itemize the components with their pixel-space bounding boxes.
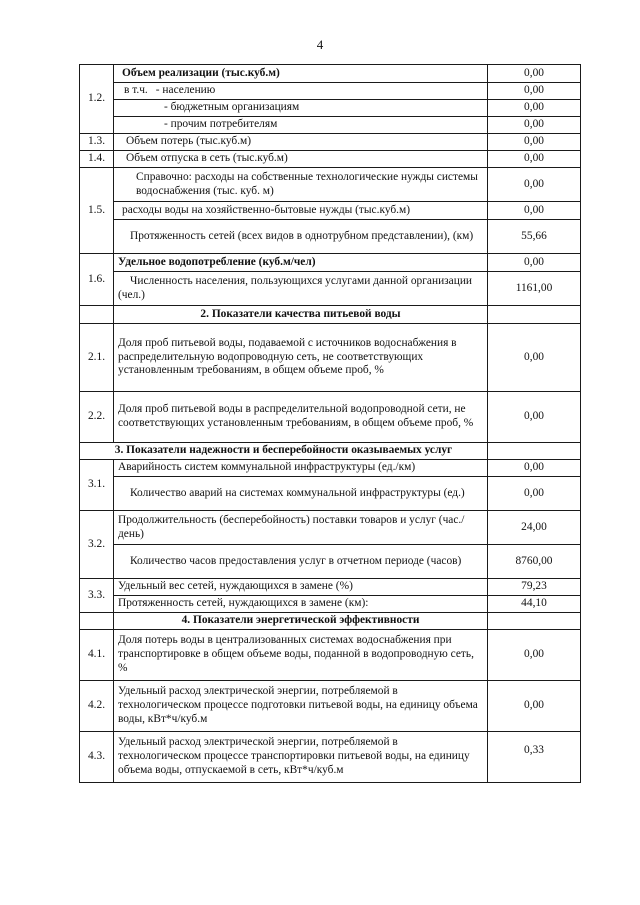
row-label: Протяженность сетей (всех видов в однотрубном представлении), (км) [114,220,488,254]
table-row [80,477,581,511]
table-row [80,100,581,117]
section-number-cell [80,613,114,630]
row-label: Объем потерь (тыс.куб.м) [114,134,488,151]
row-value: 24,00 [488,511,581,545]
row-label: Численность населения, пользующихся услугами данной организации (чел.) [114,272,488,306]
row-number: 1.5. [80,168,114,254]
table-row [80,324,581,392]
row-label-text: Справочно: расходы на собственные технологические нужды системы водоснабжения (тыс. куб. м) [136,170,478,197]
table-row [80,732,581,783]
section-number-cell [80,306,114,324]
row-label: - прочим потребителям [114,117,488,134]
row-number: 3.1. [80,460,114,511]
row-label: Удельный расход электрической энергии, потребляемой в технологическом процессе подготовки питьевой воды, на единицу объема воды, кВт*ч/куб.м [114,681,488,732]
row-number: 3.2. [80,511,114,579]
table-row [80,596,581,613]
page-number: 4 [316,37,324,52]
row-value: 0,00 [488,117,581,134]
row-value: 0,00 [488,168,581,202]
row-number: 4.2. [80,681,114,732]
table-row [80,254,581,272]
row-number: 1.2. [80,65,114,134]
row-label-text: - населению [155,84,216,97]
row-label [114,83,488,100]
table-row [80,83,581,100]
section-title: 4. Показатели энергетической эффективности [114,613,488,630]
table-row [80,168,581,202]
table-row [80,545,581,579]
table-row [80,151,581,168]
table-row [80,220,581,254]
row-number: 3.3. [80,579,114,613]
row-value: 0,00 [488,681,581,732]
row-label: Протяженность сетей, нуждающихся в замене (км): [114,596,488,613]
row-value: 1161,00 [488,272,581,306]
table-row [80,630,581,681]
table-row [80,117,581,134]
indicators-table [79,64,581,783]
table-row [80,511,581,545]
row-label: Доля потерь воды в централизованных системах водоснабжения при транспортировке в общем объеме воды, поданной в водопроводную сеть, % [114,630,488,681]
table-row [80,202,581,220]
section-title: 2. Показатели качества питьевой воды [114,306,488,324]
row-value: 0,00 [488,100,581,117]
section-header [80,306,581,324]
section-header [80,443,581,460]
section-header [80,613,581,630]
table-row [80,272,581,306]
row-number: 2.2. [80,392,114,443]
row-number: 1.3. [80,134,114,151]
row-value: 79,23 [488,579,581,596]
row-label: Доля проб питьевой воды в распределительной водопроводной сети, не соответствующих установленным требованиям, в общем объеме проб, % [114,392,488,443]
row-value: 0,00 [488,83,581,100]
table-row [80,460,581,477]
row-label: Объем отпуска в сеть (тыс.куб.м) [114,151,488,168]
row-number: 4.3. [80,732,114,783]
row-value: 0,00 [488,477,581,511]
section-value-cell [488,443,581,460]
row-label: Объем реализации (тыс.куб.м) [114,65,488,83]
row-label: Количество часов предоставления услуг в отчетном периоде (часов) [114,545,488,579]
row-label: Доля проб питьевой воды, подаваемой с источников водоснабжения в распределительную водопроводную сеть, не соответствующих установленным требованиям, в общем объеме проб, % [114,324,488,392]
row-label: расходы воды на хозяйственно-бытовые нужды (тыс.куб.м) [114,202,488,220]
row-label [114,168,488,202]
section-value-cell [488,613,581,630]
row-label: - бюджетным организациям [114,100,488,117]
table-row [80,579,581,596]
table-row [80,65,581,83]
row-number: 1.6. [80,254,114,306]
table-row [80,681,581,732]
row-value: 0,00 [488,134,581,151]
row-label: Удельный расход электрической энергии, потребляемой в технологическом процессе транспортировки питьевой воды, на единицу объема воды, отпускаемой в сеть, кВт*ч/куб.м [114,732,488,783]
section-title: 3. Показатели надежности и бесперебойности оказываемых услуг [80,443,488,460]
table-row [80,392,581,443]
row-value: 0,00 [488,254,581,272]
row-number: 1.4. [80,151,114,168]
row-label: Количество аварий на системах коммунальной инфраструктуры (ед.) [114,477,488,511]
row-label: Удельный вес сетей, нуждающихся в замене (%) [114,579,488,596]
table-row [80,134,581,151]
row-value: 0,00 [488,151,581,168]
row-value: 44,10 [488,596,581,613]
row-value: 0,00 [488,202,581,220]
row-value: 0,00 [488,392,581,443]
row-prefix: в т.ч. [124,84,148,97]
section-value-cell [488,306,581,324]
row-label: Удельное водопотребление (куб.м/чел) [114,254,488,272]
row-value: 0,33 [488,732,581,783]
row-value: 55,66 [488,220,581,254]
row-value: 0,00 [488,630,581,681]
row-value: 0,00 [488,460,581,477]
row-number: 2.1. [80,324,114,392]
row-value: 8760,00 [488,545,581,579]
row-label: Продолжительность (бесперебойность) поставки товаров и услуг (час./день) [114,511,488,545]
row-value: 0,00 [488,65,581,83]
row-label: Аварийность систем коммунальной инфраструктуры (ед./км) [114,460,488,477]
row-value: 0,00 [488,324,581,392]
row-number: 4.1. [80,630,114,681]
